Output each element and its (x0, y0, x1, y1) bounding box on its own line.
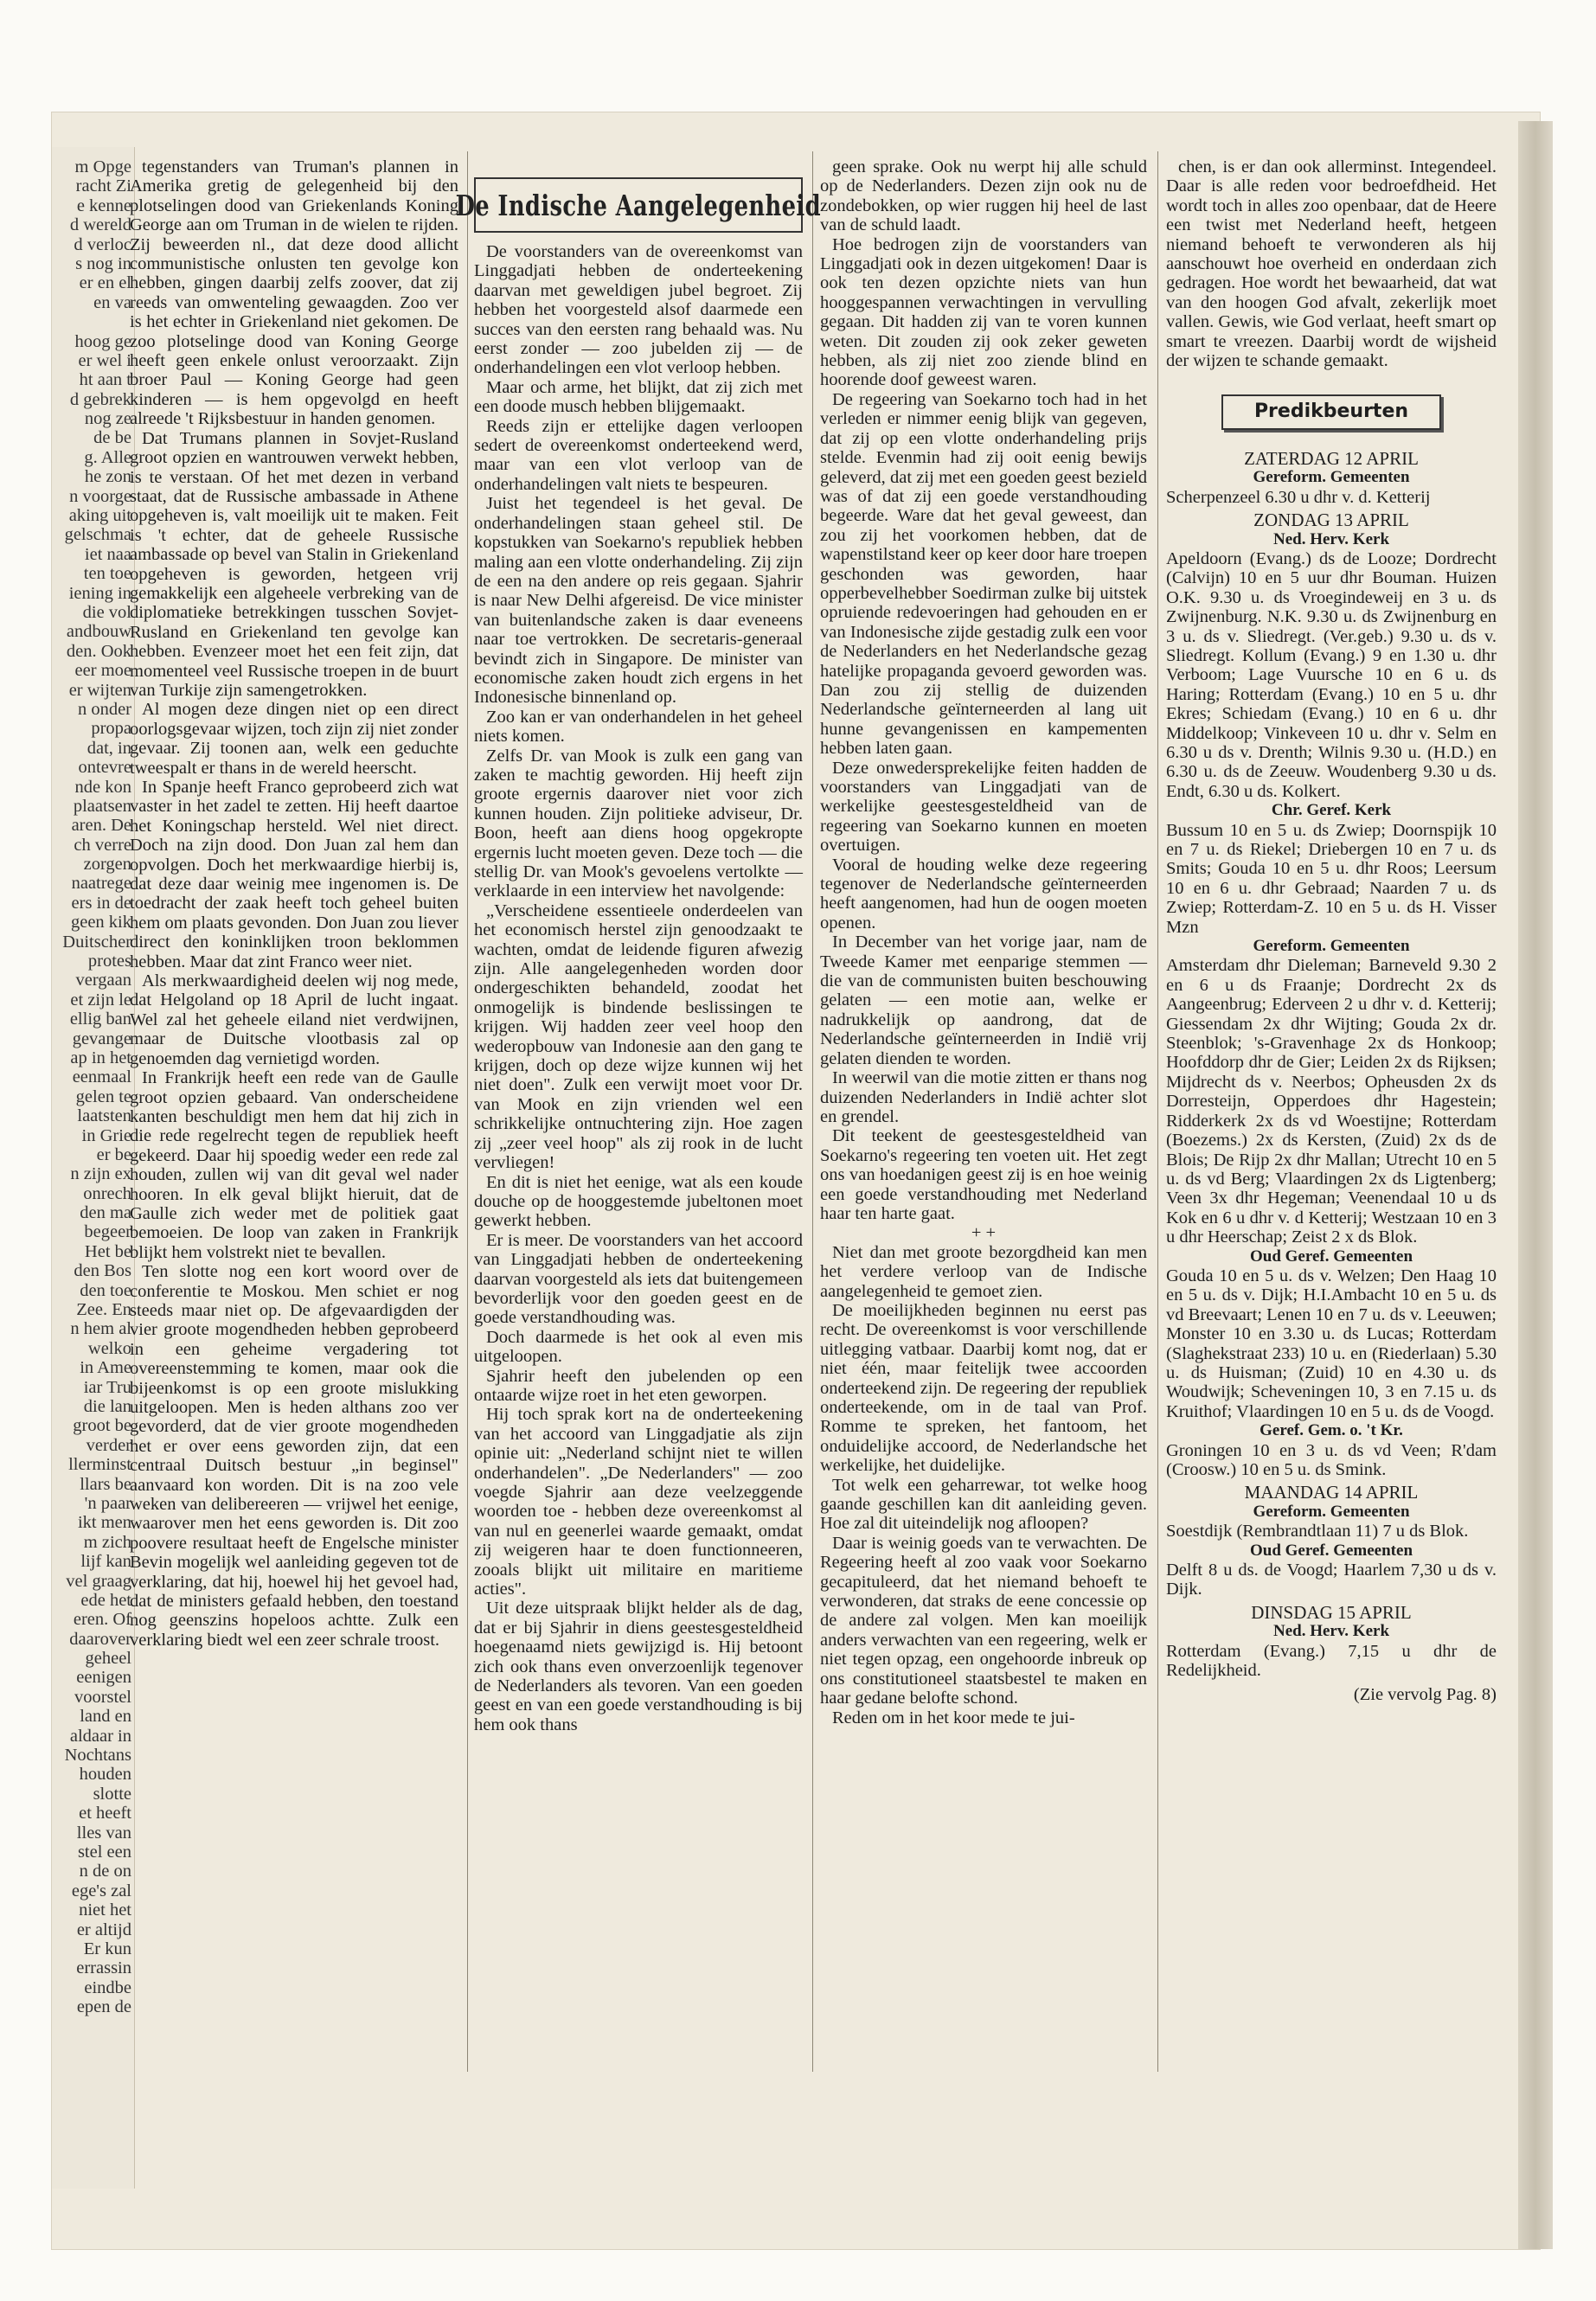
fragment-line: den Bos (74, 1261, 131, 1281)
fragment-line: ers in de (71, 893, 131, 913)
fragment-line: ht aan t (79, 370, 131, 390)
sermon-entry: Soestdijk (Rembrandtlaan 11) 7 u ds Blok. (1166, 1522, 1469, 1541)
sermon-church-heading: Chr. Geref. Kerk (1271, 801, 1392, 820)
fragment-line: den toe (80, 1280, 131, 1300)
fragment-line: vel graag (66, 1571, 131, 1591)
continued-note: (Zie vervolg Pag. 8) (1353, 1685, 1497, 1705)
fragment-line: et zijn le (70, 990, 131, 1009)
paragraph: Maar och arme, het blijkt, dat zij zich met een doode musch hebben blijgemaakt. (474, 377, 803, 417)
fragment-line: in Ame (80, 1358, 131, 1378)
sermons-heading: Predikbeurten (1221, 394, 1441, 429)
sermon-entry: Delft 8 u ds. de Voogd; Haarlem 7,30 u ds v. Dijk. (1166, 1561, 1497, 1599)
fragment-line: eenigen (76, 1668, 131, 1688)
previous-page-fragments (54, 157, 131, 2017)
paragraph: Reeds zijn er ettelijke dagen verloopen sedert de overeenkomst onderteekend werd, maar van een vlot verloop van de onderhandelingen valt niets te bespeuren. (474, 416, 803, 494)
paragraph: „Verscheidene essentieele onderdeelen van het economisch herstel zijn genoodzaakt te wachten, omdat de leidende figuren afwezig zijn. Alle aangelegenheden worden door ondergeschikten behandeld, zoodat het onmogelijk is bindende beslissingen te krijgen. Wij hadden zeer veel hoop den wederopbouw van Indonesie aan den gang te krijgen, doch op deze wijze kunnen wij het niet doen". Zulk een verwijt moet voor Dr. van Mook en zijn vrienden wel een schrikkelijke ontnuchtering zijn. Hoe zagen zij „zeer veel hoop" als zij rook in de lucht vervliegen! (474, 901, 803, 1173)
fragment-line: racht Zi (75, 176, 131, 196)
paragraph: Ten slotte nog een kort woord over de conferentie te Moskou. Men schiet er nog steeds maar niet op. De afgevaardigden der vier groote mogendheden hebben geprobeerd in een geheime vergadering tot overeenstemming te komen, maar ook die bijeenkomst is op een groote mislukking uitgeloopen. Men is heden althans zoo ver gevorderd, dat de vier groote mogendheden het er over eens geworden zijn, dat een centraal Duitsch bestuur „in beginsel" aanvaard kon worden. Dit is na zoo vele weken van delibereeren — vrijwel het eenige, waarover men het eens geworden is. Dit zoo poovere resultaat heeft de Engelsche minister Bevin mogelijk wel aanleiding gegeven tot de verklaring, dat hij, hoewel hij het gevoel had, dat de ministers gefaald hebben, den toestand nog geenszins hopeloos achtte. Zulk een verklaring biedt wel een zeer schrale troost. (130, 1262, 458, 1650)
fragment-line: eindbe (84, 1977, 131, 1997)
fragment-line: llerminst (68, 1455, 131, 1475)
paragraph: En dit is niet het eenige, wat als een koude douche op de hooggestemde jubeltonen moet gewerkt hebben. (474, 1172, 803, 1231)
article-headline-box (455, 177, 822, 233)
fragment-line: eenmaal (72, 1067, 131, 1087)
fragment-line: verder (86, 1435, 131, 1455)
column-rule (1157, 151, 1158, 2072)
fragment-line: he zon (84, 467, 131, 487)
fragment-line: vergaan (75, 971, 131, 990)
paragraph: + + (971, 1223, 997, 1243)
sermon-entry: Groningen 10 en 3 u. ds vd Veen; R'dam (Croosw.) 10 en 5 u. ds Smink. (1166, 1440, 1497, 1479)
fragment-line: d wereld (69, 215, 131, 235)
sermon-church-heading: Ned. Herv. Kerk (1272, 529, 1390, 548)
paragraph: De voorstanders van de overeenkomst van Linggadjati hebben de onderteekening daarvan met geweldigen jubel begroet. Zij hebben het voorgesteld alsof daarmede een succes van den eersten rang behaald was. Nu eerst zonder — zoo jubelden zij — de onderhandelingen een vlot verloop hebben. (474, 242, 803, 378)
sermon-church-heading: Gereform. Gemeenten (1253, 937, 1410, 956)
fragment-line: iening in (68, 583, 131, 603)
fragment-line: welko (87, 1338, 131, 1358)
fragment-line: d gebrek (69, 389, 131, 409)
sermon-entry: Gouda 10 en 5 u. ds v. Welzen; Den Haag 10 en 5 u. ds v. Dijk; H.I.Ambacht 10 en 5 u. ds vd Breevaart; Lenen 10 en 7 u. ds v. Leeuwen; Monster 10 en 3.30 u. ds Lucas; Rotterdam (Slaghekstraat 233) 10 u. en (Riederlaan) 5.30 u. ds Huisman; (Zuid) 10 en 4.30 u. ds Woudwijk; Scheveningen 10, 3 en 7.15 u. ds Kruithof; Vlaardingen 10 en 5 u. ds de Voogd. (1166, 1266, 1497, 1421)
paragraph: In weerwil van die motie zitten er thans nog duizenden Nederlanders in Indië achter slot en grendel. (820, 1068, 1147, 1126)
fragment-line: groot be (73, 1416, 131, 1436)
fragment-line: plaatsen (73, 796, 131, 816)
fragment-line: Er kun (83, 1939, 131, 1958)
paragraph: De regeering van Soekarno toch had in het verleden er nimmer eenig blijk van gegeven, dat zij op een vlotte onderhandeling prijs stelde. Evenmin had zij ooit eenig bewijs geleverd, dat zij met een goeden geest bezield was of dat zij een goede verstandhouding begeerde. Ware dat het geval geweest, dan zou zij het voorkomen hebben, dat de wapenstilstand keer op keer door hare troepen geschonden was geworden, haar opperbevelhebber Soedirman zulke bij uitstek opruiende redevoeringen had gehouden en er van Indonesische zijde gestadig zulk een voor de Nederlanders en het Nederlandsche gezag hatelijke propaganda gevoerd geworden was. Dan zou zij stellig de duizenden Nederlandsche geïnterneerden al lang uit hunne gevangenissen en kampementen hebben laten gaan. (820, 389, 1147, 759)
sermon-church-heading: Gereform. Gemeenten (1253, 1502, 1410, 1521)
sermon-entry: Rotterdam (Evang.) 7,15 u dhr de Redelijkheid. (1166, 1641, 1497, 1681)
column-sermons (1166, 157, 1497, 1705)
fragment-line: ten toe (83, 564, 131, 584)
paragraph: Reden om in het koor mede te jui- (832, 1708, 1075, 1727)
fragment-line: aking uit (68, 506, 131, 526)
fragment-line: er en el (79, 273, 131, 293)
fragment-line: er wijten (68, 680, 131, 700)
sermon-church-heading: Oud Geref. Gemeenten (1249, 1541, 1413, 1560)
fragment-line: zorgen (83, 855, 131, 875)
sermon-entry: Scherpenzeel 6.30 u dhr v. d. Ketterij (1166, 487, 1431, 507)
column-indische-aangelegenheid (474, 242, 803, 1734)
fragment-line: Zee. En (76, 1300, 131, 1320)
fragment-line: eren. Of (73, 1610, 131, 1630)
paragraph: Hij toch sprak kort na de onderteekening van het accoord van Linggadjatie als zijn opinie uit: „Nederland schijnt niet te willen onderhandelen". „De Nederlanders" — zoo voegde Sjahrir aan deze veelzeggende woorden toe - hebben deze overeenkomst al van nul en geenerlei waarde gemaakt, omdat zij weigeren haar te doen functionneeren, zooals blijkt uit militaire en maritieme acties". (474, 1405, 803, 1599)
fragment-line: Nochtans (64, 1746, 131, 1766)
paragraph: Uit deze uitspraak blijkt helder als de dag, dat er bij Sjahrir in diens geestesgesteldheid hoegenaamd niets gewijzigd is. Hij betoont zich ook thans even onverzoenlijk tegenover de Nederlanders als tevoren. Van een goeden geest en van een goede verstandhouding is bij hem ook thans (474, 1599, 803, 1734)
fragment-line: die lan (83, 1397, 131, 1416)
fragment-line: lles van (76, 1823, 131, 1843)
fragment-line: n de on (79, 1862, 131, 1881)
fragment-line: n zijn ex (70, 1164, 131, 1184)
fragment-line: aldaar in (69, 1726, 131, 1746)
fragment-line: er be (96, 1144, 131, 1164)
fragment-line: eer moe (74, 661, 131, 681)
sermon-entry: Apeldoorn (Evang.) ds de Looze; Dordrecht (Calvijn) 10 en 5 uur dhr Bouman. Huizen O.K. 9.30 u. ds Vroegindeweij en 3 u. ds Zwijnenburg. N.K. 9.30 u. ds Zwijnenburg en 3 u. ds v. Sliedregt. (Ver.geb.) 9.30 u. ds v. Sliedregt. Kollum (Evang.) 9 en 1.30 u. dhr Verboom; Lage Vuursche 10 en 6 u. ds Haring; Rotterdam (Evang.) 10 en 5 u. dhr Ekres; Schiedam (Evang.) 10 en 6 u. dhr Middelkoop; Vinkeveen 10 u. dhr v. Selm en 6.30 u ds v. Drenth; Wilnis 9.30 u. (H.D.) en 6.30 u. ds de Zeeuw. Woudenberg 9.30 u ds. Endt, 6.30 u ds. Kolkert. (1166, 548, 1497, 801)
fragment-line: begeer (84, 1222, 131, 1242)
fragment-line: en va (93, 292, 131, 312)
fragment-line: gelschma (64, 525, 131, 545)
fragment-line: die vol (82, 602, 131, 622)
sermon-church-heading: Geref. Gem. o. 't Kr. (1259, 1421, 1403, 1440)
paragraph: geen sprake. Ook nu werpt hij alle schuld op de Nederlanders. Dezen zijn ook nu de zondebokken, op wier ruggen hij heel de last van de schuld laadt. (820, 157, 1147, 235)
paragraph: Er is meer. De voorstanders van het accoord van Linggadjati hebben de onderteekening daarvan voorgesteld als iets dat buitengemeen bevorderlijk voor den goeden geest en de goede verstandhouding was. (474, 1230, 803, 1328)
fragment-line: n onder (77, 699, 131, 719)
paragraph: De moeilijkheden beginnen nu eerst pas recht. De overeenkomst is voor verschillende uitlegging vatbaar. Daarbij komt nog, dat er niet één, maar feitelijk twee accoorden onderteekend zijn. De regeering der republiek onderteekende, om in de taal van Prof. Romme te spreken, het fantoom, het onduidelijke accoord, de Nederlandsche het werkelijke, het duidelijke. (820, 1300, 1147, 1476)
fragment-line: ap in het (70, 1048, 131, 1067)
paragraph: In Spanje heeft Franco geprobeerd zich wat vaster in het zadel te zetten. Hij heeft daartoe het Koningschap hersteld. Wel niet direct. Doch na zijn dood. Don Juan zal hem dan opvolgen. Doch het merkwaardige hierbij is, dat deze daar weinig mee ingenomen is. De toedracht der zaak heeft toch geheel buiten hem om plaats gevonden. Don Juan zou liever direct den koninklijken troon beklommen hebben. Maar dat zint Franco weer niet. (130, 778, 458, 971)
sermon-day-heading: MAANDAG 14 APRIL (1244, 1482, 1419, 1503)
fragment-line: lijf kan (80, 1552, 131, 1572)
paragraph: Doch daarmede is het ook al even mis uitgeloopen. (474, 1327, 803, 1367)
fragment-line: nde kon (74, 777, 131, 797)
fragment-line: iet naa (84, 544, 131, 564)
fragment-line: niet het (79, 1900, 131, 1920)
fragment-line: Het be (84, 1241, 131, 1261)
fragment-line: den ma (80, 1203, 131, 1223)
fragment-line: geheel (85, 1649, 131, 1669)
fragment-line: iar Tru (83, 1377, 131, 1397)
fragment-line: m zich (83, 1532, 131, 1552)
fragment-line: er wel i (78, 350, 131, 370)
fragment-line: geen kik (70, 913, 131, 933)
fragment-line: voorstel (74, 1687, 131, 1707)
fragment-line: daarover (69, 1629, 131, 1649)
column-indische-continued (820, 157, 1147, 1727)
fragment-line: 'n paar (84, 1493, 131, 1513)
fragment-line: ikt men (77, 1513, 131, 1533)
fragment-line: Duitscher (62, 932, 131, 952)
fragment-line: d verloc (74, 234, 131, 254)
sermon-day-heading: ZATERDAG 12 APRIL (1244, 447, 1419, 469)
fragment-line: den. Ook (66, 641, 131, 661)
paragraph: Dat Trumans plannen in Sovjet-Rusland groot opzien en wantrouwen verwekt hebben, is te verstaan. Of het met dezen in verband staat, dat de Russische ambassade in Athene opgeheven is, valt moeilijk uit te maken. Feit is 't echter, dat de geheele Russische ambassade op bevel van Stalin in Griekenland opgeheven is geworden, hetgeen vrij gemakkelijk een algeheele verbreking van de diplomatieke betrekkingen tusschen Sovjet-Rusland en Griekenland ten gevolge kan hebben. Evenzeer moet het een feit zijn, dat momenteel veel Russische troepen in de buurt van Turkije zijn samengetrokken. (130, 428, 458, 700)
fragment-line: m Opge (74, 157, 131, 176)
fragment-line: n voorge (69, 486, 131, 506)
fragment-line: protes (87, 952, 131, 971)
fragment-line: ch verre (74, 835, 131, 855)
paragraph: Deze onwedersprekelijke feiten hadden de voorstanders van Linggadjati van de werkelijke geestesgesteldheid van de regeering van Soekarno kunnen en moeten overtuigen. (820, 758, 1147, 856)
fragment-line: n hem al (70, 1319, 131, 1339)
article-conclusion (1166, 157, 1497, 370)
fragment-line: dat, in (87, 738, 131, 758)
fragment-line: hoog ge (74, 331, 131, 351)
fragment-line: llars be (80, 1474, 131, 1494)
fragment-line: et heeft (79, 1804, 131, 1823)
binding-edge (1518, 121, 1553, 2249)
paragraph: Tot welk een geharrewar, tot welke hoog gaande geschillen kan dit aanleiding geven. Hoe zal dit uiteindelijk nog afloopen? (820, 1475, 1147, 1534)
fragment-line: epen de (76, 1997, 131, 2017)
fragment-line: onrech (83, 1183, 131, 1203)
fragment-line: houden (79, 1765, 131, 1785)
column-world-news (130, 157, 458, 1650)
paragraph: tegenstanders van Truman's plannen in Amerika gretig de gelegenheid bij den plotselingen dood van Griekenlands Koning George aan om Truman in de wielen te rijden. Zij beweerden nl., dat deze dood allicht communistische onlusten ten gevolge kon hebben, gingen daarbij zelfs zoover, dat zij reeds van omwenteling gewaagden. Zoo ver is het echter in Griekenland niet gekomen. De zoo plotselinge dood van Koning George heeft geen enkele onlust veroorzaakt. Zijn broer Paul — Koning George had geen kinderen — is hem opgevolgd en heeft alreede 't Rijksbestuur in handen genomen. (130, 157, 458, 429)
sermon-church-heading: Oud Geref. Gemeenten (1249, 1247, 1413, 1266)
sermon-day-heading: ZONDAG 13 APRIL (1253, 510, 1409, 531)
fragment-line: in Grie (81, 1125, 131, 1145)
fragment-line: naatrege (71, 874, 131, 894)
fragment-line: g. Alle (84, 447, 131, 467)
fragment-line: laatsten (77, 1106, 131, 1126)
fragment-line: ede het (80, 1590, 131, 1610)
sermon-church-heading: Gereform. Gemeenten (1253, 468, 1410, 487)
fragment-line: andbouw (66, 622, 131, 642)
fragment-line: nog ze (84, 409, 131, 429)
fragment-line: aren. De (71, 816, 131, 836)
fragment-line: land en (80, 1707, 131, 1727)
paragraph: chen, is er dan ook allerminst. Integendeel. Daar is alle reden voor bedroefdheid. Het wordt toch in alles zoo openbaar, dat de Heere een twist met Nederland heeft, hetgeen niemand behoeft te verwonderen als hij aanschouwt hoe overheid en onderdaan zich gedragen. Hoe wordt het bewaarheid, dat wat van den hoogen God afvalt, zekerlijk moet vallen. Gewis, wie God verlaat, heeft smart op smart te vreezen. Daarbij wordt de wijsheid der wijzen te schande gemaakt. (1166, 157, 1497, 371)
paragraph: Niet dan met groote bezorgdheid kan men het verdere verloop van de Indische aangelegenheid te gemoet zien. (820, 1242, 1147, 1301)
paragraph: Vooral de houding welke deze regeering tegenover de Nederlandsche geïnterneerden heeft aangenomen, had hun de oogen moeten openen. (820, 855, 1147, 933)
fragment-line: stel een (77, 1842, 131, 1862)
sermons-list (1166, 449, 1497, 1705)
paragraph: Zelfs Dr. van Mook is zulk een gang van zaken te machtig geworden. Hij heeft zijn groote ergernis daarover niet voor zich kunnen houden. Zijn politieke adviseur, Dr. Boon, heeft aan diens hoog opgekropte ergernis lucht moeten geven. Deze toch — die stellig Dr. van Mook's gevoelens vertolkte — verklaarde in een interview het navolgende: (474, 746, 803, 901)
paragraph: Juist het tegendeel is het geval. De onderhandelingen staan geheel stil. De kopstukken van Soekarno's republiek hebben maling aan een vlotte onderhandeling. Zij zijn de een na den andere op reis gegaan. Sjahrir is naar New Delhi afgereisd. De vice minister van buitenlandsche zaken is daar eveneens naar toe vertrokken. De secretaris-generaal bevindt zich in Singapore. De minister van economische zaken houdt zich ergens in het Indonesische binnenland op. (474, 494, 803, 708)
fragment-line: s nog in (75, 253, 131, 273)
sermon-day-heading: DINSDAG 15 APRIL (1251, 1601, 1412, 1623)
fragment-line: gelen te (75, 1086, 131, 1106)
fragment-line: e kenne (76, 195, 131, 215)
paragraph: Zoo kan er van onderhandelen in het geheel niets komen. (474, 707, 803, 747)
fragment-line: errassin (76, 1958, 131, 1978)
sermon-church-heading: Ned. Herv. Kerk (1272, 1622, 1390, 1641)
sermon-entry: Amsterdam dhr Dieleman; Barneveld 9.30 2 en 6 u ds Fraanje; Dordrecht 2x ds Aangeenbrug; Ederveen 2 u dhr v. d. Ketterij; Giessendam 2x dhr Wijting; Gouda 2x dr. Steenblok; 's-Gravenhage 2x ds Honkoop; Hoofddorp dhr de Gier; Leiden 2x ds Rijksen; Mijdrecht ds v. Neerbos; Opheusden 2x ds Dorresteijn, Opperdoes dhr Hagestein; Ridderkerk 2x ds vd Woestijne; Rotterdam (Boezems.) 2x ds Kersten, (Zuid) 2x ds de Blois; De Rijp 2x dhr Mallan; Utrecht 10 en 5 u. ds vd Berg; Vlaardingen 2x ds Ligtenberg; Veen 3x dhr Hegeman; Veenendaal 10 u ds Kok en 6 u dhr v. d Ketterij; Westzaan 10 en 3 u dhr Heerschap; Zeist 2 x ds Blok. (1166, 956, 1497, 1247)
fragment-line (54, 312, 131, 331)
paragraph: Daar is weinig goeds van te verwachten. De Regeering heeft al zoo vaak voor Soekarno gecapituleerd, dat het niemand behoeft te verwonderen, dat straks de eene concessie op de andere zal volgen. Men kan moeilijk anders verwachten van een regeering, welk er niet tegen opzag, een ongehoorde inbreuk op ons constitutioneel staatsbestel te maken en haar gedane belofte schond. (820, 1533, 1147, 1708)
fragment-line: de be (93, 428, 131, 448)
paragraph: Hoe bedrogen zijn de voorstanders van Linggadjati ook in dezen uitgekomen! Daar is ook ten dezen opzichte niets van hun hooggespannen verwachtingen in vervulling gegaan. Dit hadden zij van te voren kunnen weten. Dit zouden zij ook zeker geweten hebben, als zij niet zoo ziende blind en hoorende doof geweest waren. (820, 234, 1147, 390)
paragraph: In Frankrijk heeft een rede van de Gaulle groot opzien gebaard. Van onderscheidene kanten beschuldigt men hem dat hij zich in die rede regelrecht tegen de republiek heeft gekeerd. Daar hij spoedig weder een rede zal houden, zullen wij van dit geval wel nader hooren. In elk geval blijkt hieruit, dat de Gaulle zich weder met de politiek gaat bemoeien. De loop van zaken in Frankrijk blijkt hem volstrekt niet te bevallen. (130, 1068, 458, 1262)
fragment-line: propa (91, 719, 131, 739)
fragment-line: slotte (93, 1784, 131, 1804)
column-rule (467, 151, 468, 2072)
paragraph: Dit teekent de geestesgesteldheid van Soekarno's regeering ten voeten uit. Het zegt ons van hoedanigen geest zij is en hoe weinig een goede verstandhouding met Nederland haar ten harte gaat. (820, 1126, 1147, 1223)
paragraph: Al mogen deze dingen niet op een direct oorlogsgevaar wijzen, toch zijn zij niet zonder gevaar. Zij toonen aan, welk een geduchte tweespalt er thans in de wereld heerscht. (130, 700, 458, 778)
paragraph: Sjahrir heeft den jubelenden op een ontaarde wijze roet in het eten geworpen. (474, 1366, 803, 1405)
fragment-line: gevange (72, 1029, 131, 1048)
fragment-line: ontevre (78, 758, 131, 778)
column-rule (812, 151, 813, 2072)
fragment-line: er altijd (76, 1920, 131, 1939)
article-headline: De Indische Aangelegenheid (455, 188, 822, 222)
fragment-line: ellig ban (69, 1009, 131, 1029)
fragment-line: ege's zal (71, 1881, 131, 1900)
paragraph: Als merkwaardigheid deelen wij nog mede, dat Helgoland op 18 April de lucht ingaat. Wel zal het geheele eiland niet verdwijnen, maar de Duitsche vlootbasis zal op genoemden dag vernietigd worden. (130, 971, 458, 1068)
paragraph: In December van het vorige jaar, nam de Tweede Kamer met eenparige stemmen — die van de communisten buiten beschouwing gelaten — een motie aan, welke er nadrukkelijk op aandrong, dat de Nederlandsche geïnterneerden in Indië vrij gelaten dienden te worden. (820, 933, 1147, 1068)
sermon-entry: Bussum 10 en 5 u. ds Zwiep; Doornspijk 10 en 7 u. ds Riekel; Driebergen 10 en 7 u. ds Smits; Gouda 10 en 5 u. dhr Roos; Leersum 10 en 6 u. dhr Gebraad; Naarden 7 u. ds Zwiep; Rotterdam-Z. 10 en 5 u. ds H. Visser Mzn (1166, 820, 1497, 937)
